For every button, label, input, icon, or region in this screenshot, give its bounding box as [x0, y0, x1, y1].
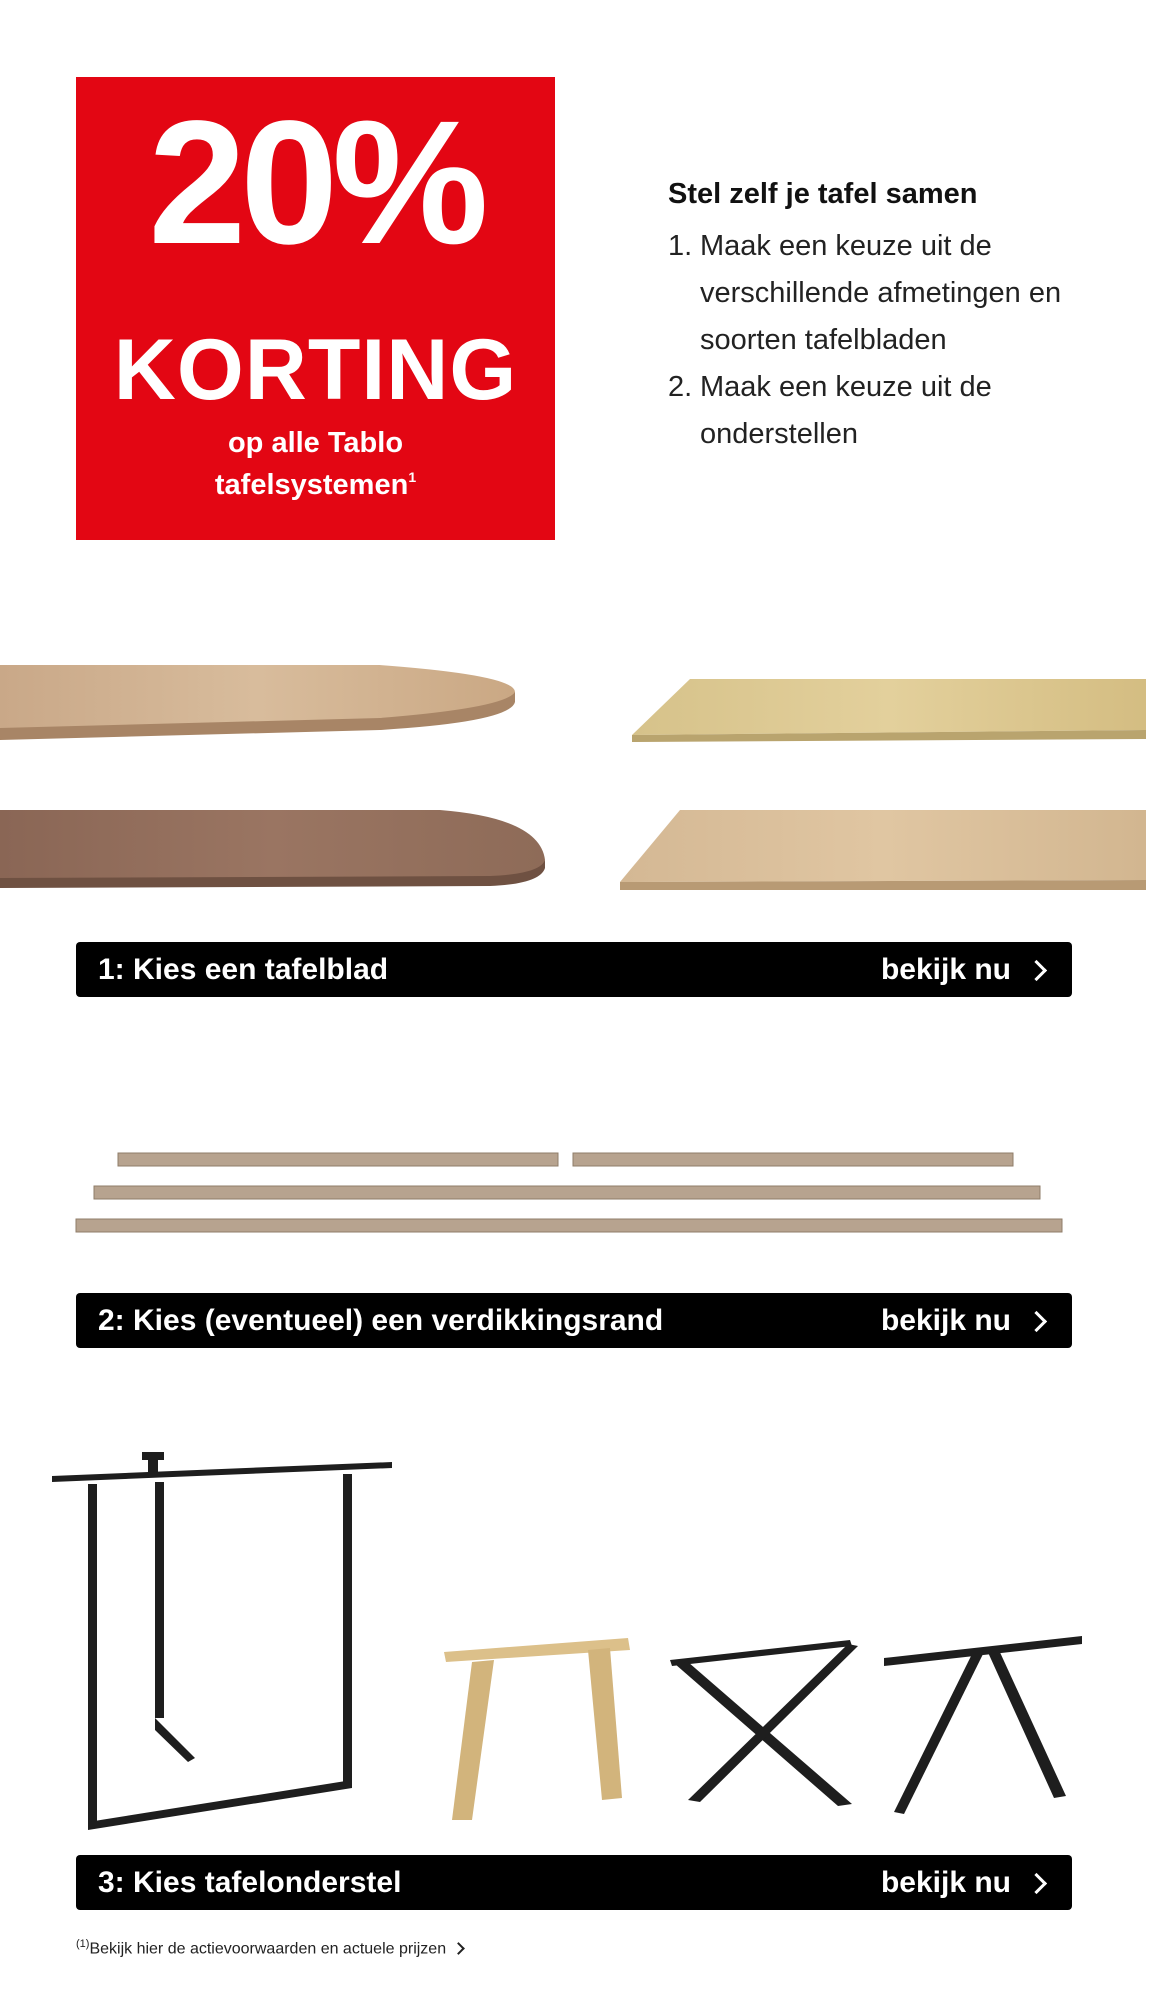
assembly-steps: [668, 178, 1088, 458]
terms-link[interactable]: [76, 1938, 463, 1958]
discount-percent: 20%: [148, 85, 483, 281]
view-now-label: bekijk nu: [880, 952, 1011, 986]
view-now-label: bekijk nu: [880, 1303, 1011, 1337]
footnote-marker: (1): [76, 1938, 90, 1950]
section-label: 2: Kies (eventueel) een verdikkingsrand: [98, 1303, 664, 1337]
rectangular-tabletop-image: [632, 679, 1146, 742]
terms-text: Bekijk hier de actievoorwaarden en actuele prijzen: [89, 1940, 447, 1958]
oval-tabletop-image: [0, 810, 545, 888]
discount-subtitle-line1: op alle Tablo: [227, 427, 404, 459]
table-legs-image: [0, 1440, 1154, 1840]
view-now-link[interactable]: [881, 1304, 1044, 1338]
v-leg-image: [884, 1636, 1082, 1814]
view-now-label: bekijk nu: [880, 1865, 1011, 1899]
step-text: Maak een keuze uit de verschillende afmetingen en soorten tafelbladen: [700, 230, 1062, 356]
chevron-right-icon: [452, 1942, 465, 1955]
section-bar-edge[interactable]: [76, 1293, 1072, 1348]
round-tabletop-image: [0, 665, 515, 740]
discount-label: KORTING: [113, 322, 518, 418]
discount-banner: [76, 77, 555, 540]
discount-subtitle-line2: [76, 469, 555, 502]
section-bar-legs[interactable]: [76, 1855, 1072, 1910]
step-text: Maak een keuze uit de onderstellen: [700, 371, 992, 450]
wooden-leg-image: [444, 1638, 630, 1820]
step-item: [668, 223, 1088, 364]
footnote-marker: 1: [408, 469, 417, 485]
edge-strips-image: [0, 1150, 1154, 1230]
u-frame-leg-image: [52, 1452, 392, 1830]
section-bar-tabletop[interactable]: [76, 942, 1072, 997]
chevron-right-icon: [1026, 1873, 1047, 1894]
section-label: 3: Kies tafelonderstel: [98, 1865, 402, 1899]
discount-subtitle-text: tafelsystemen: [214, 469, 409, 501]
steps-title: Stel zelf je tafel samen: [668, 178, 978, 210]
step-number: 2.: [668, 371, 693, 403]
section-label: 1: Kies een tafelblad: [98, 952, 389, 986]
chevron-right-icon: [1026, 960, 1047, 981]
rectangular-oak-tabletop-image: [620, 810, 1146, 890]
tabletop-images: [0, 650, 1154, 900]
view-now-link[interactable]: [881, 1866, 1044, 1900]
chevron-right-icon: [1026, 1311, 1047, 1332]
step-number: 1.: [668, 230, 693, 262]
step-item: [668, 364, 1088, 458]
view-now-link[interactable]: [881, 953, 1044, 987]
x-leg-image: [670, 1640, 858, 1806]
